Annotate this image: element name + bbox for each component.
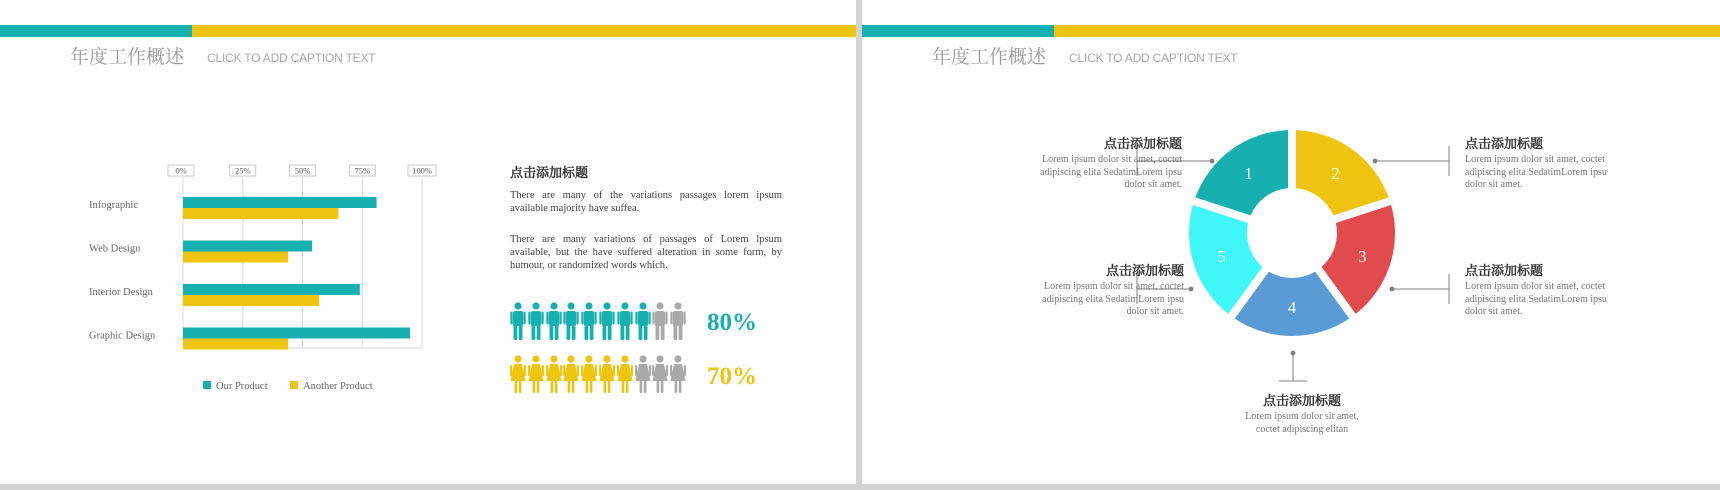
male-person-icon <box>510 302 526 342</box>
female-person-icon <box>528 355 544 395</box>
callout-line: Lorem ipsum dolor sit amet, <box>1245 411 1359 422</box>
bar-another-product <box>183 208 338 219</box>
bar-another-product <box>183 252 288 263</box>
tick-label: 100% <box>412 165 432 176</box>
male-person-icon <box>563 302 579 342</box>
female-person-icon <box>563 355 579 395</box>
bar-our-product <box>183 284 360 295</box>
percent-label-80: 80% <box>707 309 757 336</box>
connector-dot <box>1189 287 1194 292</box>
callout-line: Lorem ipsum dolor sit amet, coctet <box>1044 281 1184 292</box>
callout-line: dolor sit amet. <box>1465 179 1523 190</box>
connector-dot <box>1291 351 1296 356</box>
callout-line: dolor sit amet. <box>1124 179 1182 190</box>
callout-line: adipiscing elita SedatimLorem ipsu <box>1042 293 1184 305</box>
connector-dot <box>1390 287 1395 292</box>
content-paragraph-2: There are many variations of passages of Lorem lpsum available, but the have suffered alteration in some form, by humour, or randomized words which. <box>510 234 782 271</box>
bar-chart <box>80 155 530 405</box>
female-person-icon <box>599 355 615 395</box>
category-label: Interior Design <box>89 287 153 298</box>
legend-label: Our Product <box>216 381 268 392</box>
category-label: Web Design <box>89 243 141 255</box>
callout-title: 点击添加标题 <box>1465 264 1544 279</box>
bar-another-product <box>183 295 319 306</box>
content-paragraph-1: There are many of the variations passages lorem ipsum available majority have suffea. <box>510 190 782 214</box>
callout-line: adipiscing elita SedatimLorem ipsu <box>1465 166 1607 178</box>
female-person-icon <box>617 355 633 395</box>
slide-title: 年度工作概述 <box>932 46 1047 68</box>
people-row-male <box>510 302 690 342</box>
callout-top-right <box>1465 133 1685 192</box>
male-person-icon <box>670 302 686 342</box>
male-person-icon <box>617 302 633 342</box>
legend-label: Another Product <box>303 381 373 392</box>
content-heading: 点击添加标题 <box>510 166 589 181</box>
male-person-icon <box>652 302 668 342</box>
male-person-icon <box>635 302 651 342</box>
segment-number: 2 <box>1331 164 1340 184</box>
slide-caption: CLICK TO ADD CAPTION TEXT <box>207 51 376 65</box>
callout-mid-right <box>1465 260 1685 319</box>
tick-label: 50% <box>294 165 311 176</box>
female-person-icon <box>670 355 686 395</box>
callout-bottom <box>1192 390 1412 436</box>
male-person-icon <box>581 302 597 342</box>
segment-number: 4 <box>1287 298 1297 317</box>
callout-title: 点击添加标题 <box>1103 137 1182 152</box>
slide-title: 年度工作概述 <box>70 46 185 68</box>
category-label: Infographic <box>89 200 138 211</box>
callout-line: adipiscing elita SedatimLorem ipsu <box>1040 166 1182 178</box>
donut-segment-2 <box>1296 130 1389 215</box>
slide-left[interactable] <box>0 0 856 484</box>
callout-title: 点击添加标题 <box>1262 394 1341 409</box>
female-person-icon <box>546 355 562 395</box>
tick-label: 25% <box>234 165 251 176</box>
callout-line: coctet adipiscing elitan <box>1255 423 1349 435</box>
bar-our-product <box>183 197 377 208</box>
callout-mid-left <box>964 260 1184 319</box>
connector-dot <box>1210 159 1215 164</box>
legend-swatch <box>290 381 298 389</box>
callout-line: dolor sit amet. <box>1465 306 1523 317</box>
callout-line: Lorem ipsum dolor sit amet, coctet <box>1465 154 1605 165</box>
female-person-icon <box>635 355 651 395</box>
slide-right[interactable] <box>862 0 1720 484</box>
legend-swatch <box>203 381 211 389</box>
accent-bar-teal <box>0 25 192 37</box>
callout-title: 点击添加标题 <box>1105 264 1184 279</box>
percent-label-70: 70% <box>707 363 757 390</box>
bar-our-product <box>183 241 312 252</box>
top-accent-bar <box>0 25 856 37</box>
tick-label: 0% <box>175 165 187 176</box>
segment-number: 5 <box>1217 246 1226 266</box>
female-person-icon <box>652 355 668 395</box>
callout-top-left <box>962 133 1182 192</box>
callout-line: dolor sit amet. <box>1126 306 1184 317</box>
connector-dot <box>1373 159 1378 164</box>
segment-number: 3 <box>1358 246 1367 266</box>
segment-number: 1 <box>1244 164 1253 184</box>
slide-caption: CLICK TO ADD CAPTION TEXT <box>1069 51 1238 65</box>
callout-line: Lorem ipsum dolor sit amet, coctet <box>1042 154 1182 165</box>
donut-segment-1 <box>1195 130 1288 215</box>
male-person-icon <box>599 302 615 342</box>
male-person-icon <box>528 302 544 342</box>
category-label: Graphic Design <box>89 330 156 342</box>
bar-another-product <box>183 339 288 350</box>
male-person-icon <box>546 302 562 342</box>
callout-title: 点击添加标题 <box>1465 137 1544 152</box>
tick-label: 75% <box>354 165 371 176</box>
female-person-icon <box>510 355 526 395</box>
callout-line: adipiscing elita SedatimLorem ipsu <box>1465 293 1607 305</box>
callout-line: Lorem ipsum dolor sit amet, coctet <box>1465 281 1605 292</box>
accent-bar-gold <box>192 25 856 37</box>
female-person-icon <box>581 355 597 395</box>
people-row-female <box>510 355 690 395</box>
bar-our-product <box>183 328 410 339</box>
